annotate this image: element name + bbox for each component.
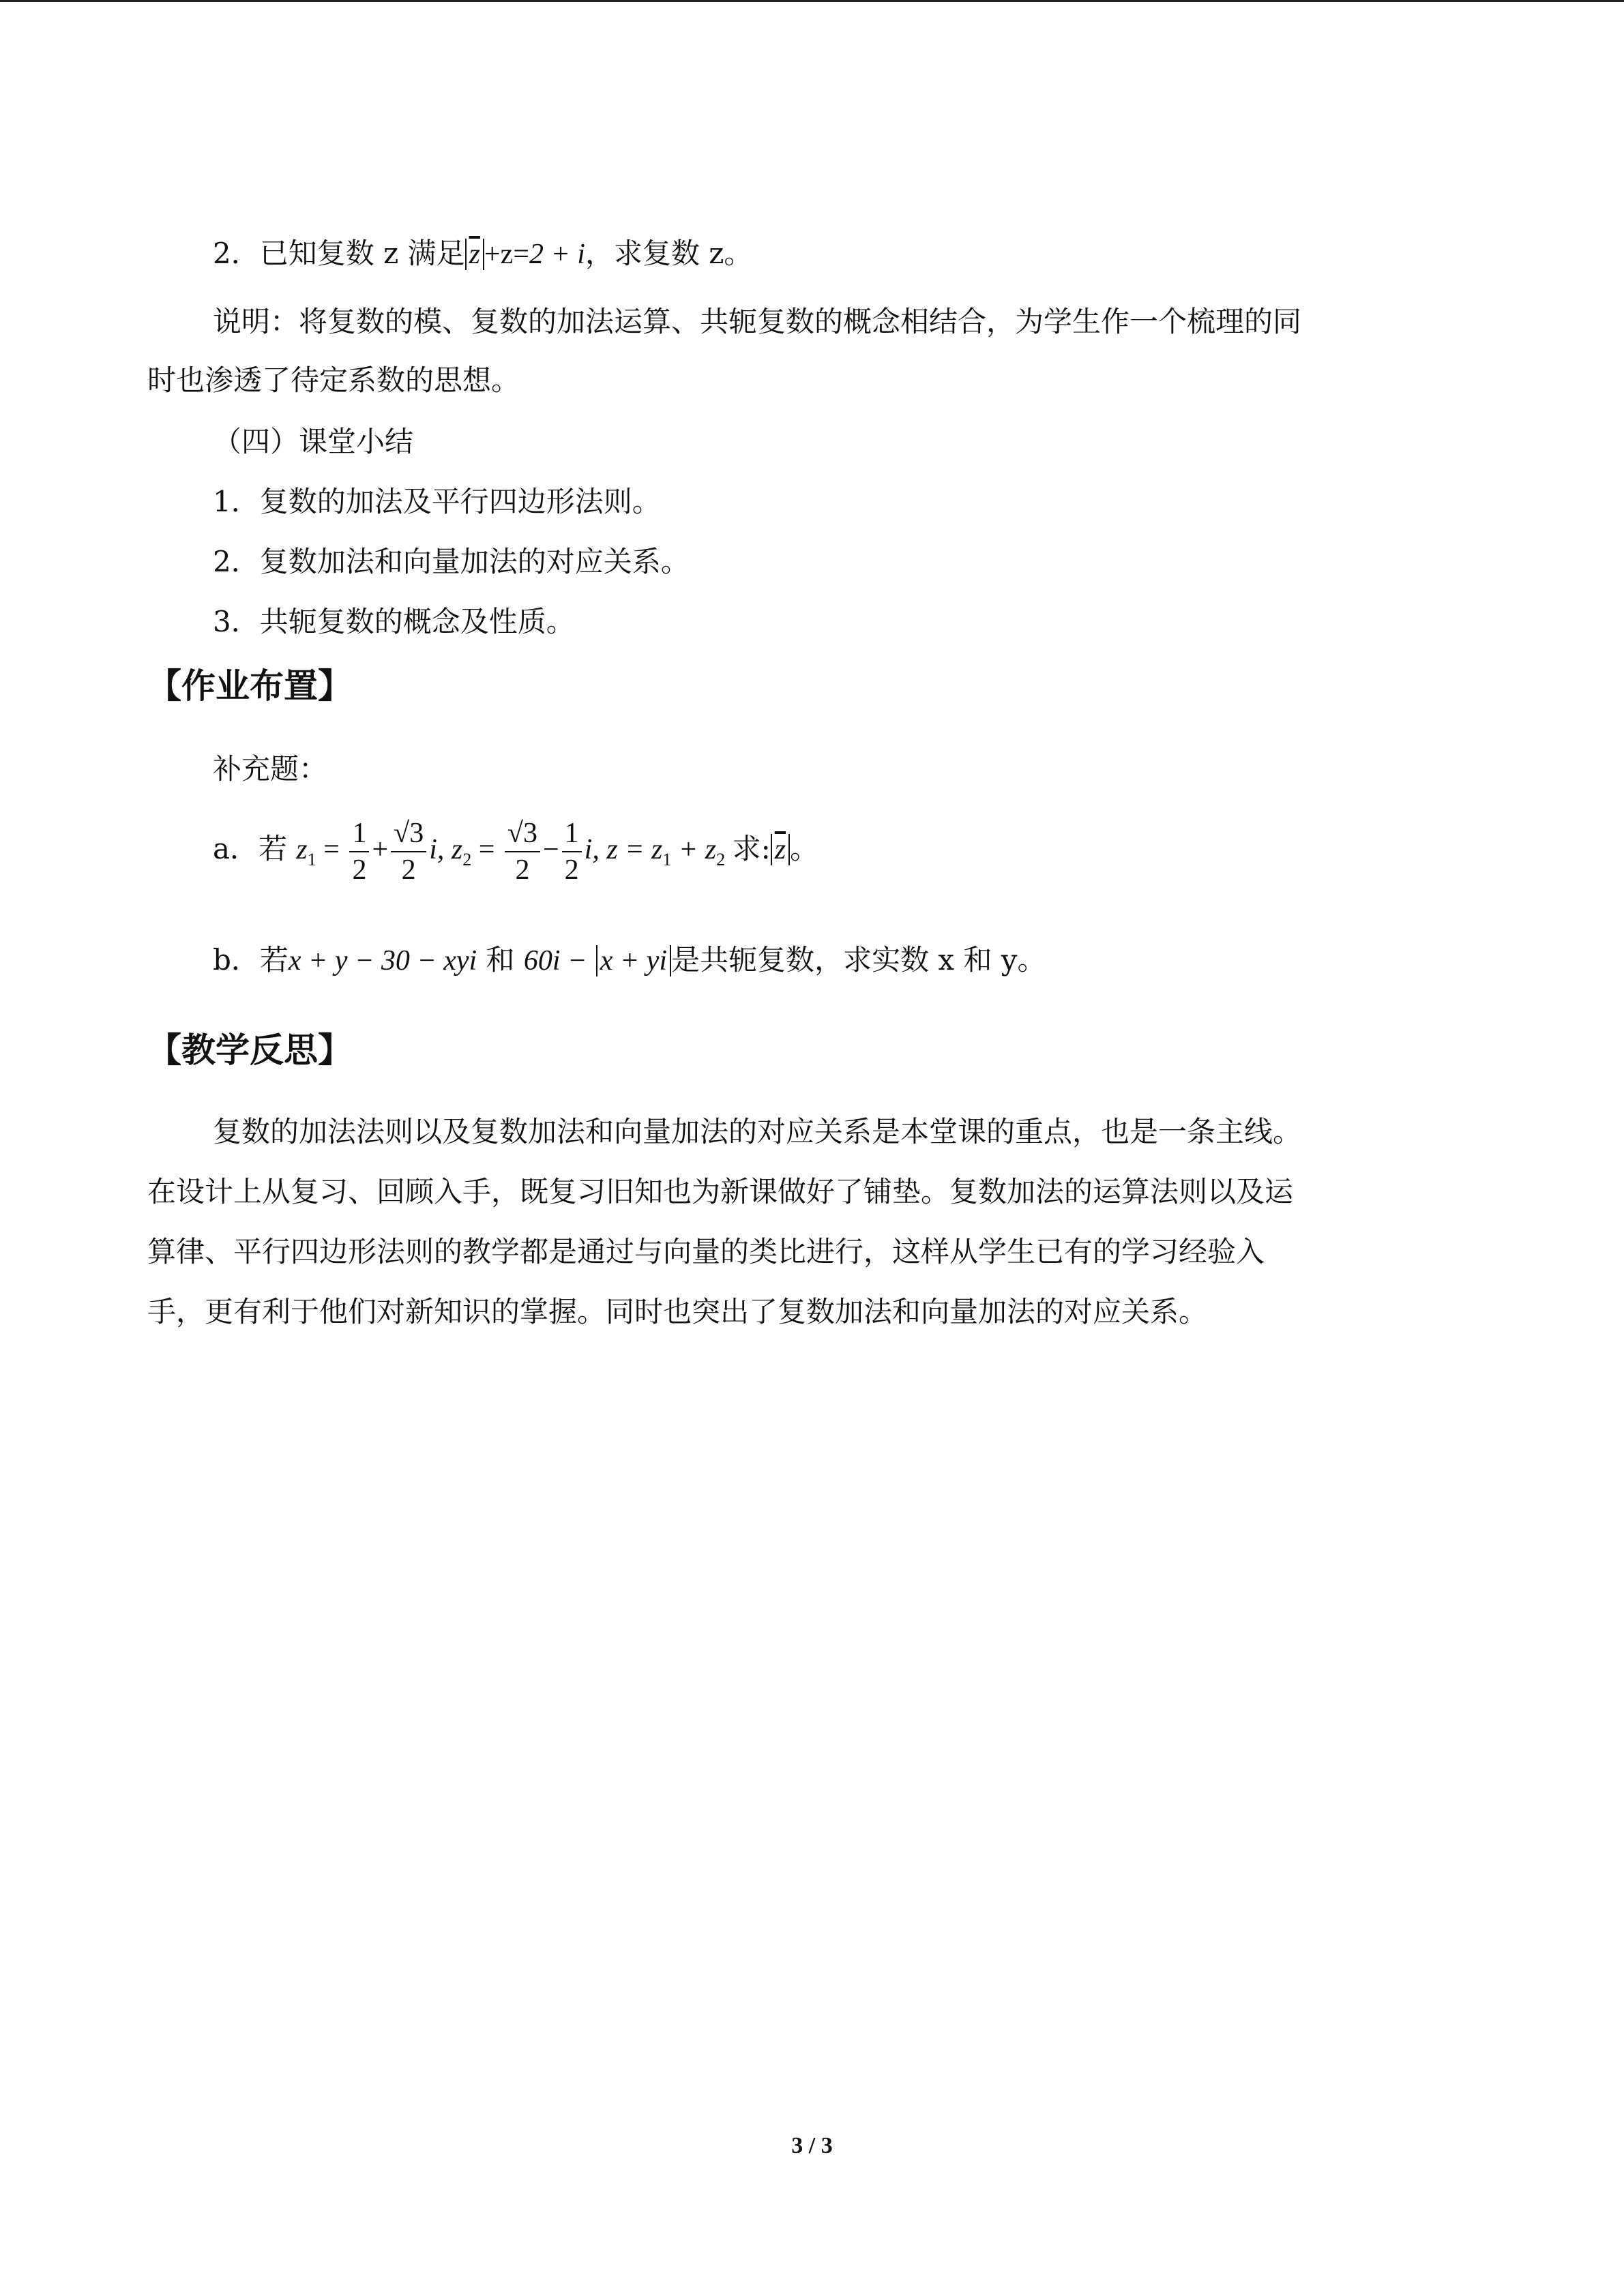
exercise-b-suffix: 是共轭复数，求实数 x 和 y。 (671, 943, 1046, 976)
fraction-sqrt3: $\frac{√3}{2}$ (391, 816, 426, 888)
question-2-suffix: ，求复数 z。 (585, 237, 753, 270)
exercise-a-prefix: a．若 (213, 832, 288, 865)
exercise-b (213, 941, 1046, 980)
exercise-a: a．若 $z_1$ = $\frac{1}{2}$ + $\frac{√3}{2}$ i, $z_2$ = $\frac{√3}{2}$ − $\frac{1}{2}$ i, $z = z_1 + z_2$ 求: $\overline{z}$ 。 (213, 811, 818, 897)
question-2 (213, 235, 752, 273)
plus-z: +z= (484, 239, 529, 270)
reflection-line-4: 手，更有利于他们对新知识的掌握。同时也突出了复数加法和向量加法的对应关系。 (147, 1295, 1208, 1328)
ask-label: 求: (732, 832, 771, 865)
top-border (0, 0, 1624, 2)
abs-expr: x + yi (596, 945, 671, 976)
reflection-heading: 【教学反思】 (147, 1030, 352, 1070)
reflection-line-2: 在设计上从复习、回顾入手，既复习旧知也为新课做好了铺垫。复数加法的运算法则以及运 (147, 1175, 1294, 1208)
note-line-1: 说明：将复数的模、复数的加法运算、共轭复数的概念相结合，为学生作一个梳理的同 (213, 305, 1302, 338)
exercise-b-prefix: b．若 (213, 943, 289, 976)
summary-item-1: 1．复数的加法及平行四边形法则。 (213, 485, 661, 518)
question-2-prefix: 2．已知复数 z 满足 (213, 237, 465, 270)
exercise-a-formula: $z_1$ = $\frac{1}{2}$ + $\frac{√3}{2}$ i, $z_2$ = $\frac{√3}{2}$ − $\frac{1}{2}$ i, $z = z_1 + z_2$ (296, 834, 732, 865)
rhs-value: 2 + i (529, 239, 585, 270)
summary-item-3: 3．共轭复数的概念及性质。 (213, 605, 575, 638)
fraction-half: $\frac{1}{2}$ (349, 816, 369, 888)
page-number: 3 / 3 (791, 2133, 833, 2158)
reflection-line-1: 复数的加法法则以及复数加法和向量加法的对应关系是本堂课的重点，也是一条主线。 (213, 1115, 1302, 1148)
summary-item-2: 2．复数加法和向量加法的对应关系。 (213, 545, 690, 578)
homework-heading: 【作业布置】 (147, 666, 352, 706)
summary-title: （四）课堂小结 (213, 425, 414, 458)
reflection-line-3: 算律、平行四边形法则的教学都是通过与向量的类比进行，这样从学生已有的学习经验入 (147, 1235, 1265, 1268)
expr-2: 60i − (523, 945, 587, 976)
supplement-label: 补充题： (213, 752, 328, 786)
abs-z: $\overline{z}$ (465, 239, 484, 270)
note-line-2: 时也渗透了待定系数的思想。 (147, 363, 520, 397)
abs-z-bar: $\overline{z}$ (771, 834, 790, 865)
expr-1: x + y − 30 − xyi (288, 945, 477, 976)
and-label: 和 (486, 943, 515, 976)
fraction-half-b: $\frac{1}{2}$ (562, 816, 582, 888)
fraction-sqrt3-b: $\frac{√3}{2}$ (505, 816, 540, 888)
